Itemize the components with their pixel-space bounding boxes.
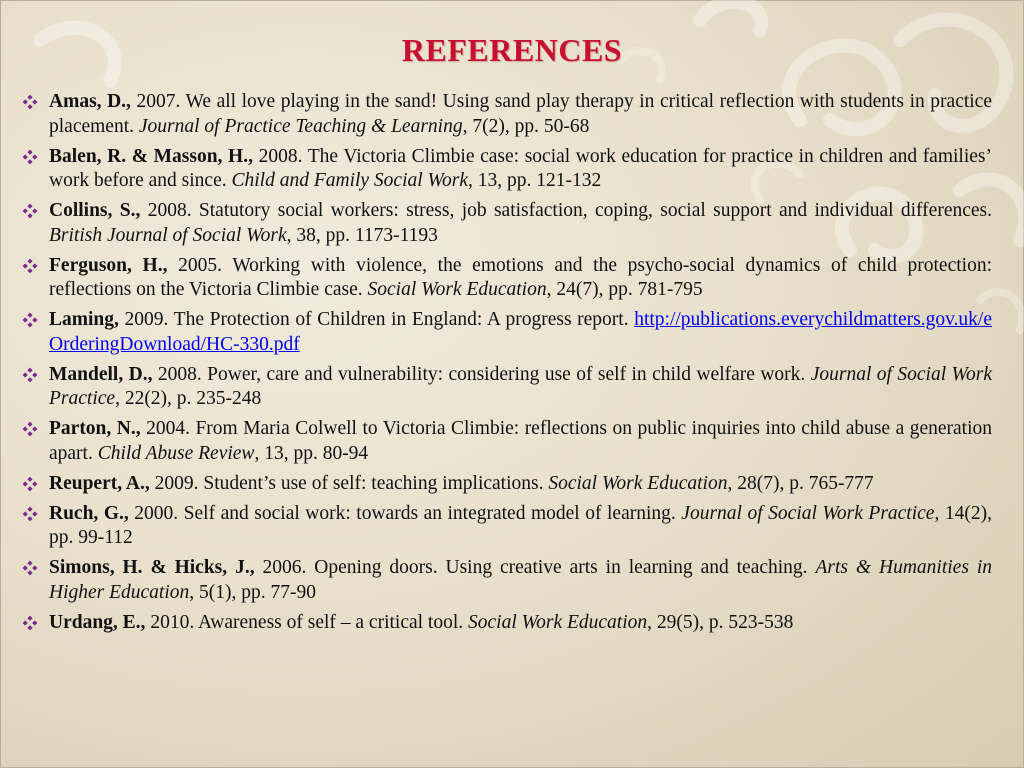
reference-text: 2004. From Maria Colwell to Victoria Climbie: reflections on public inquiries into child abuse a generation apart.	[49, 418, 993, 464]
reference-author: Reupert, A.,	[49, 472, 150, 494]
reference-item	[22, 417, 992, 466]
reference-text: 2000. Self and social work: towards an integrated model of learning.	[128, 502, 682, 524]
reference-item	[22, 308, 992, 357]
reference-details: , 13, pp. 80-94	[254, 442, 369, 464]
reference-list	[22, 90, 992, 641]
reference-journal: Journal of Practice Teaching & Learning	[138, 115, 463, 137]
reference-details: , 22(2), p. 235-248	[115, 388, 262, 409]
reference-item	[22, 472, 992, 497]
reference-text: 2010. Awareness of self – a critical tool.	[145, 611, 469, 633]
diamond-bullet-icon	[22, 506, 38, 522]
reference-details: , 28(7), p. 765-777	[727, 472, 874, 494]
reference-text: 2008. The Victoria Climbie case: social work education for practice in children and families’ work before and since.	[49, 145, 992, 191]
reference-details: , 24(7), pp. 781-795	[546, 279, 703, 300]
reference-text: 2005. Working with violence, the emotions and the psycho-social dynamics of child protection: reflections on the Victoria Climbie case.	[49, 254, 992, 300]
reference-item	[22, 502, 992, 551]
diamond-bullet-icon	[22, 421, 38, 437]
reference-item	[22, 556, 992, 605]
reference-item	[22, 90, 992, 139]
reference-journal: Child and Family Social Work	[231, 170, 468, 191]
diamond-bullet-icon	[22, 94, 38, 110]
reference-item	[22, 363, 992, 412]
diamond-bullet-icon	[22, 615, 38, 631]
reference-journal: Child Abuse Review	[97, 442, 255, 464]
reference-text: 2009. Student’s use of self: teaching implications.	[149, 472, 549, 494]
reference-author: Simons, H. & Hicks, J.,	[49, 557, 255, 578]
page-title: REFERENCES	[401, 32, 623, 68]
reference-author: Mandell, D.,	[49, 363, 153, 385]
reference-link[interactable]: http://publications.everychildmatters.gov.uk/eOrderingDownload/HC-330.pdf	[49, 309, 992, 355]
reference-item	[22, 254, 992, 303]
reference-text: 2006. Opening doors. Using creative arts in learning and teaching.	[254, 557, 816, 578]
reference-author: Parton, N.,	[49, 418, 141, 439]
diamond-bullet-icon	[22, 203, 38, 219]
diamond-bullet-icon	[22, 258, 38, 274]
reference-journal: British Journal of Social Work	[49, 224, 287, 246]
diamond-bullet-icon	[22, 476, 38, 492]
reference-author: Ferguson, H.,	[49, 254, 168, 276]
diamond-bullet-icon	[22, 149, 38, 165]
reference-author: Urdang, E.,	[49, 611, 146, 633]
reference-author: Balen, R. & Masson, H.,	[49, 145, 253, 167]
reference-text: 2007. We all love playing in the sand! Using sand play therapy in critical reflection with students in practice placement.	[49, 91, 992, 137]
diamond-bullet-icon	[22, 560, 38, 576]
reference-text: 2008. Statutory social workers: stress, job satisfaction, coping, social support and individual differences.	[140, 200, 992, 221]
diamond-bullet-icon	[22, 312, 38, 328]
reference-author: Collins, S.,	[49, 200, 141, 221]
reference-journal: Journal of Social Work Practice	[49, 363, 992, 409]
reference-details: , 14(2), pp. 99-112	[49, 502, 992, 548]
reference-text: 2008. Power, care and vulnerability: considering use of self in child welfare work.	[152, 363, 811, 385]
reference-details: , 38, pp. 1173-1193	[286, 224, 438, 246]
reference-details: , 7(2), pp. 50-68	[462, 115, 590, 137]
reference-details: , 5(1), pp. 77-90	[189, 581, 317, 603]
reference-journal: Social Work Education	[468, 611, 648, 633]
reference-details: , 29(5), p. 523-538	[647, 611, 794, 633]
reference-item	[22, 145, 992, 194]
reference-journal: Arts & Humanities in Higher Education	[49, 557, 992, 603]
diamond-bullet-icon	[22, 367, 38, 383]
reference-author: Laming,	[49, 309, 119, 330]
reference-item	[22, 199, 992, 248]
reference-journal: Social Work Education	[548, 472, 728, 494]
reference-author: Ruch, G.,	[49, 502, 129, 524]
reference-author: Amas, D.,	[49, 91, 131, 112]
reference-text: 2009. The Protection of Children in England: A progress report.	[118, 309, 635, 330]
reference-journal: Journal of Social Work Practice	[681, 502, 935, 524]
reference-details: , 13, pp. 121-132	[468, 170, 602, 191]
reference-item	[22, 611, 992, 636]
reference-journal: Social Work Education	[367, 279, 547, 300]
